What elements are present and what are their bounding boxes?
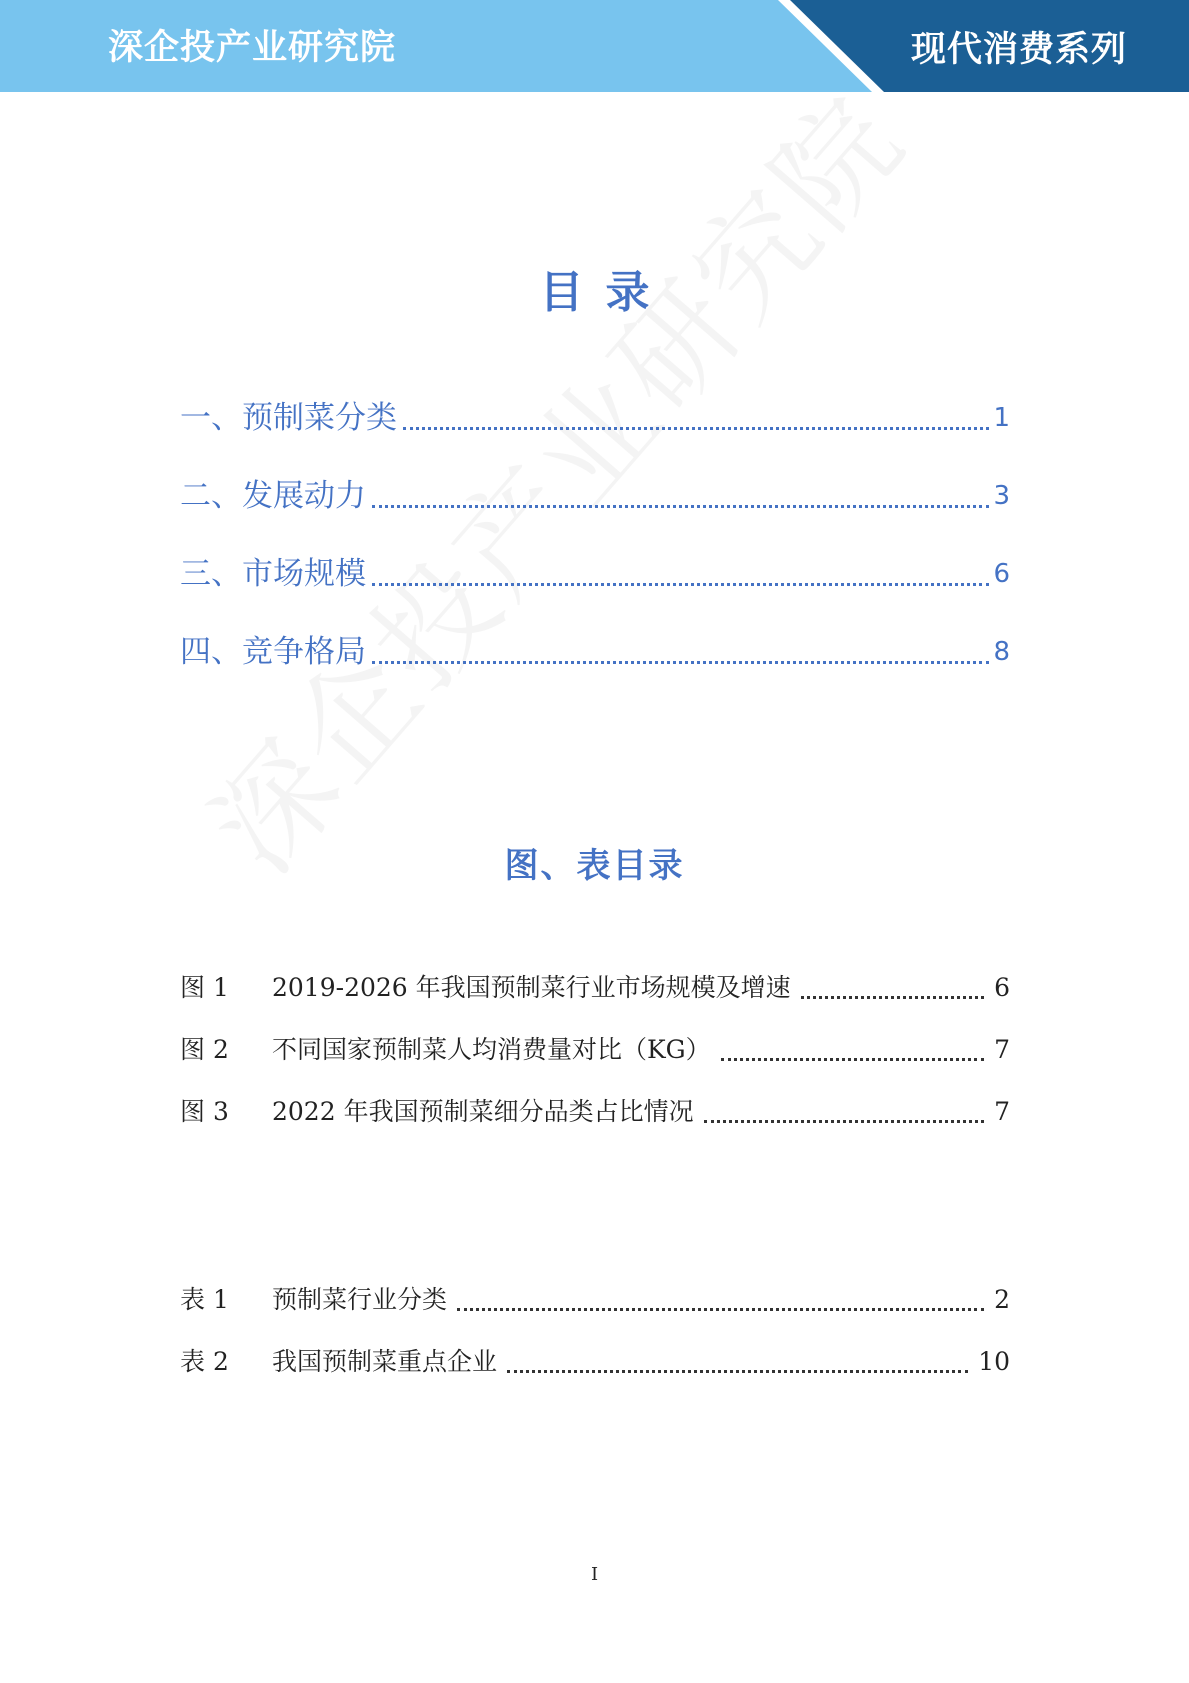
table-leader <box>457 1308 984 1311</box>
table-page[interactable]: 2 <box>994 1285 1010 1314</box>
figure-leader <box>721 1058 984 1061</box>
figure-leader <box>801 996 984 999</box>
figure-page[interactable]: 7 <box>994 1035 1010 1064</box>
figure-leader <box>704 1120 985 1123</box>
header-banner <box>0 0 1189 92</box>
table-leader <box>507 1370 968 1373</box>
figure-label[interactable]: 2019-2026 年我国预制菜行业市场规模及增速 <box>272 973 791 1002</box>
table-label[interactable]: 预制菜行业分类 <box>272 1285 448 1314</box>
toc-item-label[interactable]: 一、预制菜分类 <box>180 400 397 436</box>
table-page[interactable]: 10 <box>978 1347 1010 1376</box>
figure-item[interactable] <box>180 1030 1010 1070</box>
figure-item[interactable] <box>180 1092 1010 1132</box>
toc-item-page[interactable]: 6 <box>993 559 1010 589</box>
toc-item-page[interactable]: 1 <box>993 403 1010 433</box>
toc-title: 目录 <box>539 267 672 318</box>
watermark <box>166 35 950 901</box>
toc-item-label[interactable]: 二、发展动力 <box>180 478 366 514</box>
figure-table-title: 图、表目录 <box>504 846 685 886</box>
toc-leader <box>372 583 989 586</box>
figure-number: 图 2 <box>180 1035 229 1064</box>
toc-item[interactable] <box>180 630 1010 674</box>
figure-item[interactable] <box>180 968 1010 1008</box>
table-number: 表 1 <box>180 1285 229 1314</box>
toc-item[interactable] <box>180 552 1010 596</box>
page-number: I <box>590 1564 599 1585</box>
table-item[interactable] <box>180 1342 1010 1382</box>
table-item[interactable] <box>180 1280 1010 1320</box>
table-number: 表 2 <box>180 1347 229 1376</box>
toc-item-page[interactable]: 8 <box>993 637 1010 667</box>
toc-item[interactable] <box>180 474 1010 518</box>
toc-item-label[interactable]: 三、市场规模 <box>180 556 366 592</box>
toc-leader <box>372 505 989 508</box>
figure-number: 图 1 <box>180 973 229 1002</box>
figure-page[interactable]: 6 <box>994 973 1010 1002</box>
toc-item-label[interactable]: 四、竞争格局 <box>180 634 366 670</box>
figure-number: 图 3 <box>180 1097 229 1126</box>
figure-label[interactable]: 2022 年我国预制菜细分品类占比情况 <box>272 1097 694 1126</box>
toc-leader <box>403 427 989 430</box>
institute-name: 深企投产业研究院 <box>108 28 397 68</box>
series-name: 现代消费系列 <box>910 30 1127 70</box>
toc-item[interactable] <box>180 396 1010 440</box>
toc-leader <box>372 661 989 664</box>
toc-item-page[interactable]: 3 <box>993 481 1010 511</box>
table-label[interactable]: 我国预制菜重点企业 <box>272 1347 498 1376</box>
figure-label[interactable]: 不同国家预制菜人均消费量对比（KG） <box>272 1035 711 1064</box>
figure-page[interactable]: 7 <box>994 1097 1010 1126</box>
